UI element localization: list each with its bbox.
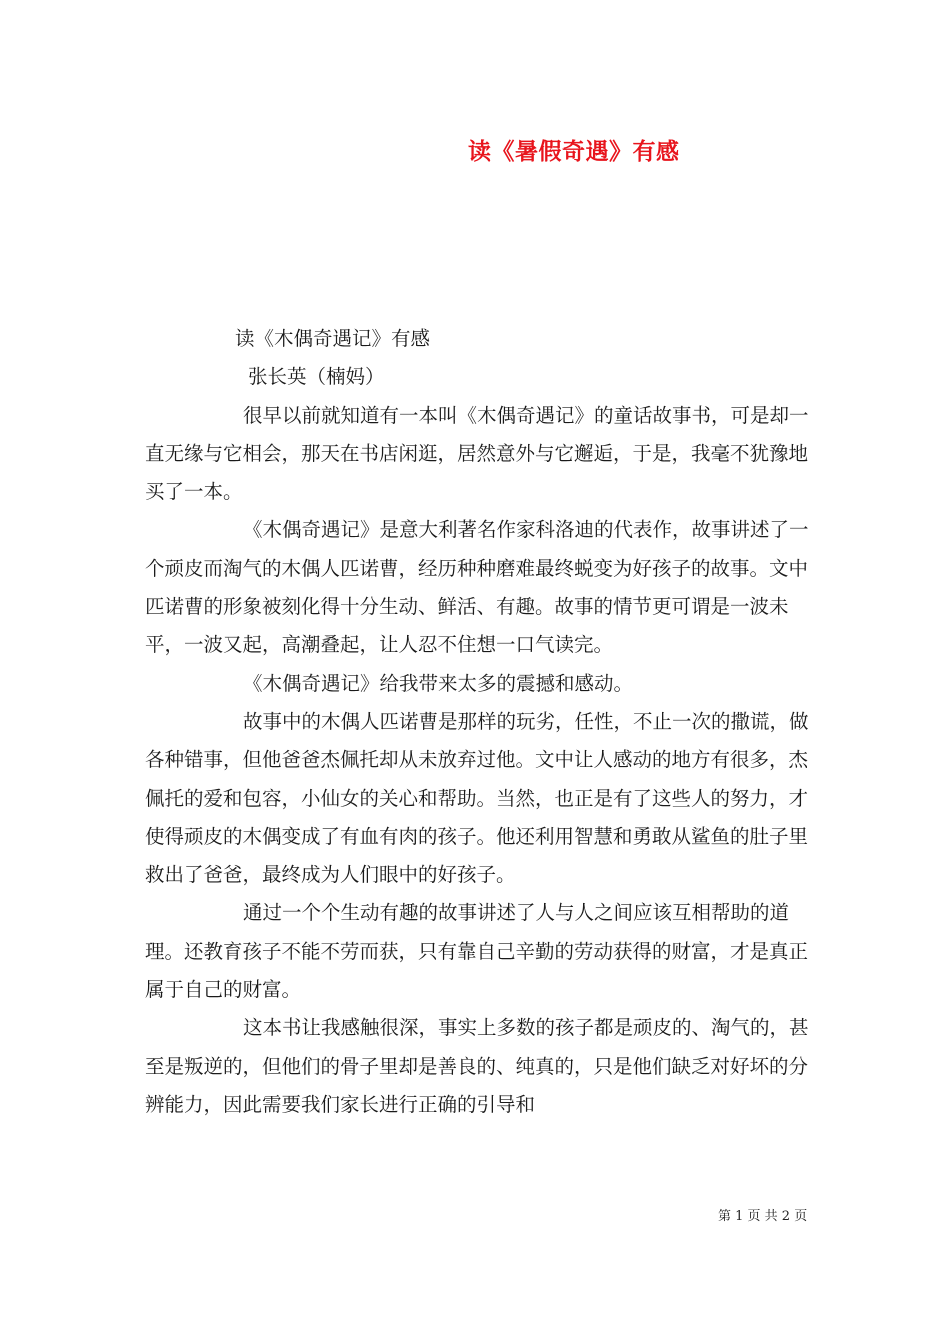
article-author: 张长英（楠妈） [248, 365, 385, 389]
paragraph-3: 《木偶奇遇记》给我带来太多的震撼和感动。 [243, 671, 634, 695]
document-body [145, 320, 825, 1124]
page-number-footer: 第 1 页 共 2 页 [718, 1209, 808, 1224]
paragraph-6: 这本书让我感触很深，事实上多数的孩子都是顽皮的、淘气的，甚至是叛逆的，但他们的骨子里却是善良的、纯真的，只是他们缺乏对好坏的分辨能力，因此需要我们家长进行正确的引导和 [145, 1016, 809, 1116]
document-title: 读《暑假奇遇》有感 [468, 138, 680, 165]
paragraph-1: 很早以前就知道有一本叫《木偶奇遇记》的童话故事书，可是却一直无缘与它相会，那天在书店闲逛，居然意外与它邂逅，于是，我毫不犹豫地买了一本。 [145, 403, 809, 504]
paragraph-2: 《木偶奇遇记》是意大利著名作家科洛迪的代表作，故事讲述了一个顽皮而淘气的木偶人匹诺曹，经历种种磨难最终蜕变为好孩子的故事。文中匹诺曹的形象被刻化得十分生动、鲜活、有趣。故事的情节更可谓是一波未平，一波又起，高潮叠起，让人忍不住想一口气读完。 [145, 518, 809, 657]
paragraph-4: 故事中的木偶人匹诺曹是那样的玩劣，任性，不止一次的撒谎，做各种错事，但他爸爸杰佩托却从未放弃过他。文中让人感动的地方有很多，杰佩托的爱和包容，小仙女的关心和帮助。当然，也正是有了这些人的努力，才使得顽皮的木偶变成了有血有肉的孩子。他还利用智慧和勇敢从鲨鱼的肚子里救出了爸爸，最终成为人们眼中的好孩子。 [145, 709, 809, 887]
paragraph-5: 通过一个个生动有趣的故事讲述了人与人之间应该互相帮助的道理。还教育孩子不能不劳而获，只有靠自己辛勤的劳动获得的财富，才是真正属于自己的财富。 [145, 901, 809, 1002]
article-subtitle: 读《木偶奇遇记》有感 [235, 327, 431, 350]
